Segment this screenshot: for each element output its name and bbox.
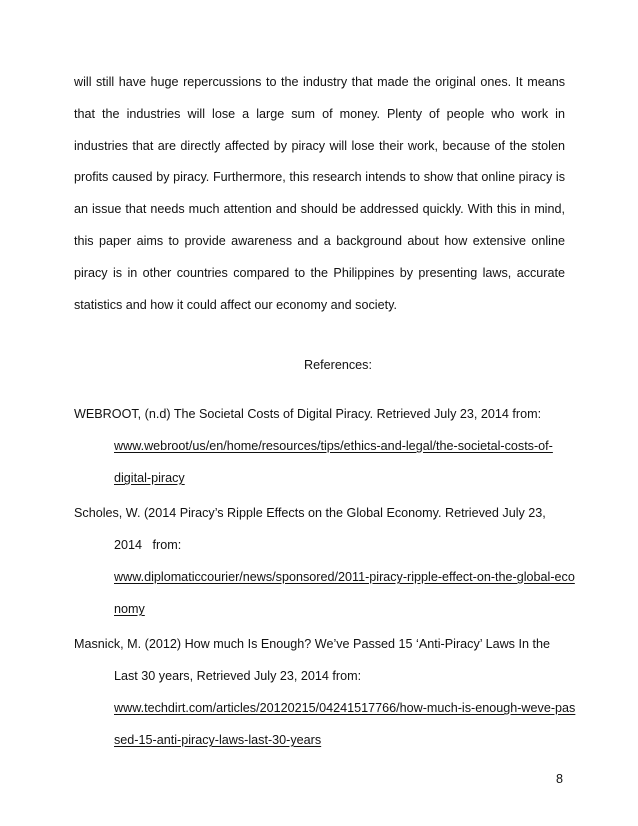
references-list: [74, 398, 574, 756]
references-heading: References:: [304, 358, 372, 372]
reference-link[interactable]: sed-15-anti-piracy-laws-last-30-years: [114, 733, 322, 747]
reference-link-line[interactable]: [74, 724, 574, 756]
reference-link[interactable]: www.webroot/us/en/home/resources/tips/ethics-and-legal/the-societal-costs-of-: [114, 439, 553, 453]
reference-citation: Masnick, M. (2012) How much Is Enough? We’ve Passed 15 ‘Anti-Piracy’ Laws In the: [74, 637, 550, 651]
body-paragraph: [74, 67, 565, 321]
reference-entry-masnick: [74, 628, 574, 756]
paragraph-line: that the industries will lose a large sum of money. Plenty of people who work in: [74, 106, 565, 121]
reference-link-line[interactable]: [74, 462, 574, 494]
reference-citation: WEBROOT, (n.d) The Societal Costs of Digital Piracy. Retrieved July 23, 2014 from:: [74, 407, 542, 421]
reference-link-line[interactable]: [74, 430, 574, 462]
reference-link-line[interactable]: [74, 692, 574, 724]
reference-citation-continued: Last 30 years, Retrieved July 23, 2014 from:: [114, 669, 362, 683]
paragraph-line: will still have huge repercussions to the industry that made the original ones. It means: [74, 75, 565, 89]
paragraph-line: industries that are directly affected by piracy will lose their work, because of the stolen: [74, 138, 565, 153]
reference-link[interactable]: digital-piracy: [114, 471, 185, 485]
paragraph-line: this paper aims to provide awareness and a background about how extensive online: [74, 233, 565, 248]
paragraph-line: profits caused by piracy. Furthermore, this research intends to show that online piracy is: [74, 170, 565, 185]
reference-citation: Scholes, W. (2014 Piracy’s Ripple Effects on the Global Economy. Retrieved July 23,: [74, 506, 546, 520]
reference-link[interactable]: www.techdirt.com/articles/20120215/04241517766/how-much-is-enough-weve-pas: [114, 701, 576, 715]
paragraph-line: piracy is in other countries compared to the Philippines by presenting laws, accurate: [74, 265, 565, 280]
reference-link-line[interactable]: [74, 593, 574, 625]
reference-link[interactable]: nomy: [114, 602, 145, 616]
reference-entry-webroot: [74, 398, 574, 494]
reference-entry-scholes: [74, 497, 574, 625]
reference-link[interactable]: www.diplomaticcourier/news/sponsored/2011-piracy-ripple-effect-on-the-global-eco: [114, 570, 575, 584]
reference-citation-continued: 2014 from:: [114, 538, 182, 552]
page-number: 8: [555, 772, 563, 786]
paragraph-line: an issue that needs much attention and should be addressed quickly. With this in mind,: [74, 202, 565, 217]
paragraph-line: statistics and how it could affect our economy and society.: [74, 297, 397, 312]
reference-link-line[interactable]: [74, 561, 574, 593]
